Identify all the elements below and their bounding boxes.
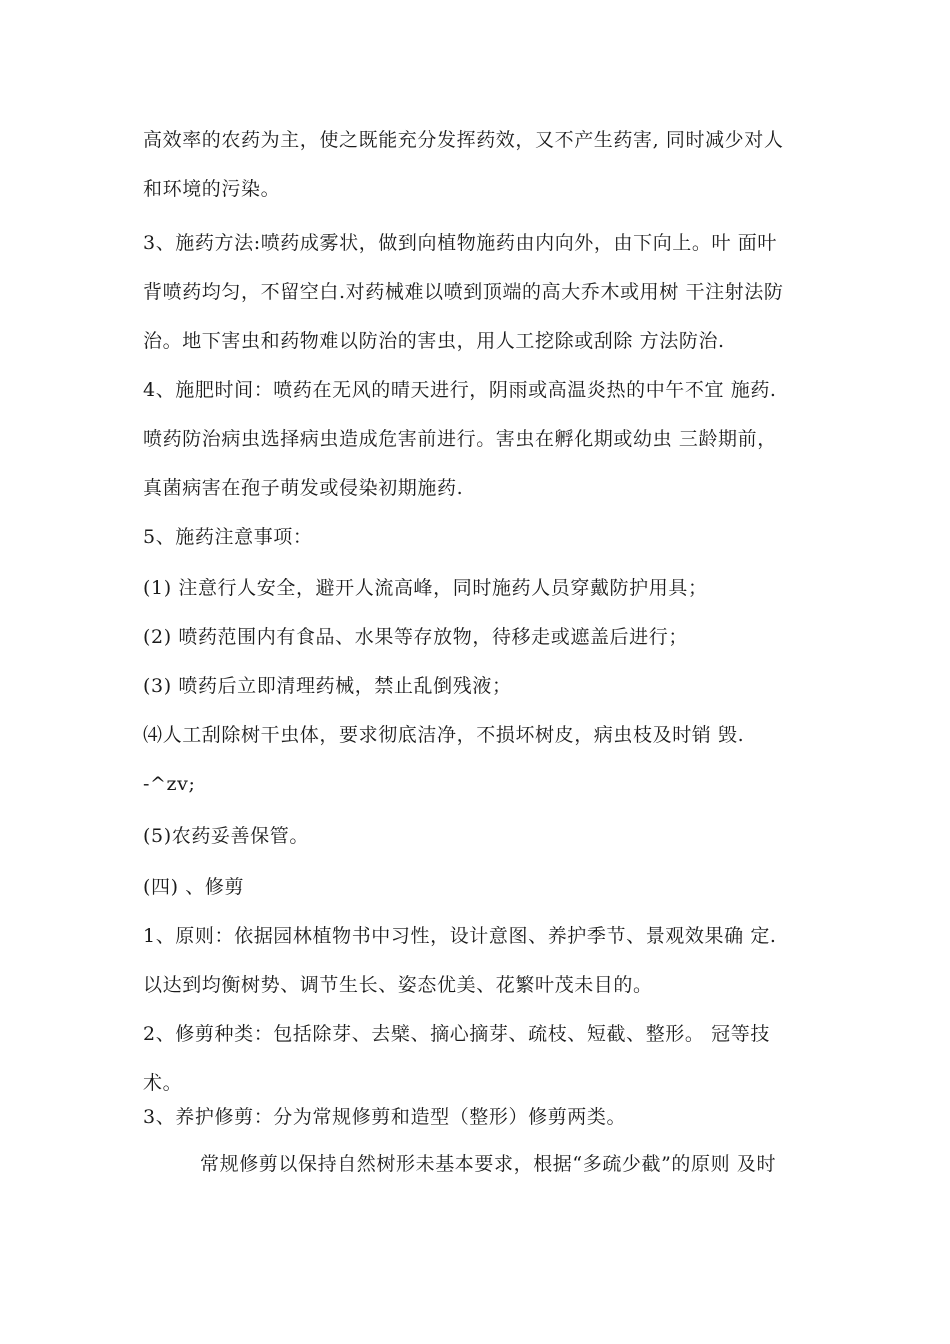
paragraph-line: 背喷药均匀，不留空白.对药械难以喷到顶端的高大乔木或用树 干注射法防 xyxy=(143,281,784,303)
list-item: (3) 喷药后立即清理药械，禁止乱倒残液； xyxy=(143,675,512,697)
paragraph-line: -^zv; xyxy=(143,773,196,795)
paragraph-line: 常规修剪以保持自然树形未基本要求，根据“多疏少截”的原则 及时 xyxy=(200,1153,777,1175)
paragraph-line: 术。 xyxy=(143,1072,183,1094)
paragraph-line: 真菌病害在孢子萌发或侵染初期施药. xyxy=(143,477,464,499)
list-item: (1) 注意行人安全，避开人流高峰，同时施药人员穿戴防护用具； xyxy=(143,577,708,599)
paragraph-line: 5、施药注意事项： xyxy=(143,526,313,548)
section-heading: (四) 、修剪 xyxy=(143,876,245,898)
paragraph-line: 治。地下害虫和药物难以防治的害虫，用人工挖除或刮除 方法防治. xyxy=(143,330,725,352)
paragraph-line: 喷药防治病虫选择病虫造成危害前进行。害虫在孵化期或幼虫 三龄期前， xyxy=(143,428,777,450)
paragraph-line: 高效率的农药为主，使之既能充分发挥药效，又不产生药害, 同时减少对人 xyxy=(143,129,784,151)
paragraph-line: 3、施药方法:喷药成雾状，做到向植物施药由内向外，由下向上。叶 面叶 xyxy=(143,232,777,254)
paragraph-line: 和环境的污染。 xyxy=(143,178,281,200)
list-item: ⑷人工刮除树干虫体，要求彻底洁净，不损坏树皮，病虫枝及时销 毁. xyxy=(143,724,745,746)
paragraph-line: 以达到均衡树势、调节生长、姿态优美、花繁叶茂未目的。 xyxy=(143,974,653,996)
list-item: (5)农药妥善保管。 xyxy=(143,825,309,847)
paragraph-line: 3、养护修剪：分为常规修剪和造型（整形）修剪两类。 xyxy=(143,1106,627,1128)
paragraph-line: 1、原则：依据园林植物书中习性，设计意图、养护季节、景观效果确 定. xyxy=(143,925,777,947)
list-item: (2) 喷药范围内有食品、水果等存放物，待移走或遮盖后进行； xyxy=(143,626,688,648)
paragraph-line: 2、修剪种类：包括除芽、去檗、摘心摘芽、疏枝、短截、整形。 冠等技 xyxy=(143,1023,770,1045)
paragraph-line: 4、施肥时间：喷药在无风的晴天进行，阴雨或高温炎热的中午不宜 施药. xyxy=(143,379,777,401)
